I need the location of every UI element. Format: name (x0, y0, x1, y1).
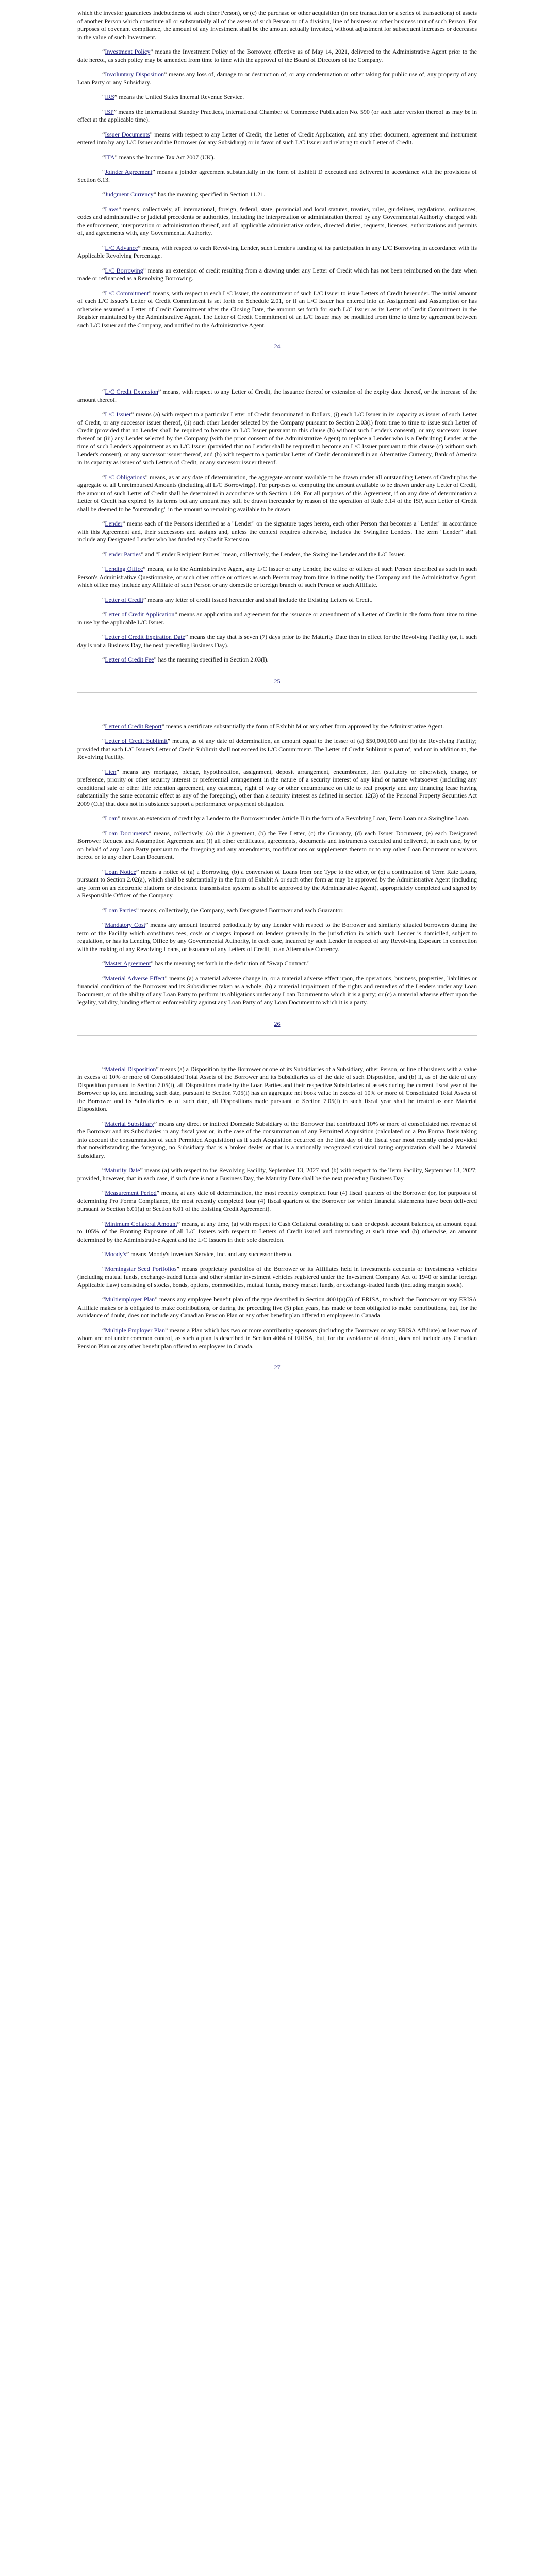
open-quote: “ (102, 1296, 105, 1303)
close-quote: ” (153, 191, 156, 198)
defined-term: Laws (105, 205, 119, 213)
definition-text: means any amount incurred periodically by any Lender with respect to the Borrower and similarly situated borrowers during the term of the Facility which constitutes fees, costs or charges imposed on lenders generally in the jurisdiction in which such Lender is domiciled, subject to regulation, or has its Lending Office by any Governmental Authority, in each case, incurred by such Lender in respect of any Revolving Exposure in connection with the making of any Revolving Loans, or issuance of any Letters of Credit, in an Alternative Currency. (77, 921, 477, 953)
close-quote: ” (143, 596, 146, 603)
defined-term: Lending Office (105, 565, 143, 572)
open-quote: “ (102, 815, 105, 822)
defined-term: Loan (105, 815, 118, 822)
close-quote: ” (167, 737, 171, 744)
document-page (0, 714, 544, 1036)
open-quote: “ (102, 108, 105, 115)
open-quote: “ (102, 737, 105, 744)
document-page (0, 379, 544, 693)
defined-term: Issuer Documents (105, 130, 150, 138)
definition-paragraph (77, 154, 477, 162)
definition-text: means the International Standby Practices, International Chamber of Commerce Publication No. 590 (or such later version thereof as may be in effect at the applicable time). (77, 108, 477, 123)
page-body (77, 1056, 477, 1351)
definition-paragraph (77, 191, 477, 199)
definition-paragraph (77, 108, 477, 124)
definition-paragraph (77, 244, 477, 260)
definition-paragraph (77, 868, 477, 900)
document-page (0, 0, 544, 358)
close-quote: ” (164, 974, 168, 982)
defined-term: L/C Obligations (105, 473, 145, 481)
definition-text: which the investor guarantees Indebtedness of such other Person), or (c) the purchase or other acquisition (in one transaction or a series of transactions) of assets of another Person which constitute all or substantially all of the assets of such Person or of a division, line of business or other business unit of such Person. For purposes of covenant compliance, the amount of any Investment shall be the amount actually invested, without adjustment for subsequent increases or decreases in the value of such Investment. (77, 9, 477, 41)
page-body (77, 379, 477, 664)
close-quote: ” (161, 722, 164, 730)
close-quote: ” (176, 1265, 179, 1273)
open-quote: “ (102, 130, 105, 138)
close-quote: ” (145, 921, 149, 928)
definition-text: means a Plan which has two or more contributing sponsors (including the Borrower or any ERISA Affiliate) at least two of whom are not under common control, as such a plan is described in Section 4064 of ERISA, but, for the avoidance of doubt, does not include any Canadian Pension Plan or any other benefit plan offered to employees in Canada. (77, 1326, 477, 1350)
close-quote: ” (164, 71, 167, 78)
close-quote: ” (138, 244, 141, 251)
close-quote: ” (152, 168, 155, 175)
close-quote: ” (151, 960, 154, 967)
open-quote: “ (102, 960, 105, 967)
definition-paragraph (77, 737, 477, 761)
close-quote: ” (143, 266, 146, 274)
defined-term: IRS (105, 93, 115, 100)
definition-text: means a notice of (a) a Borrowing, (b) a conversion of Loans from one Type to the other, or (c) a continuation of Term Rate Loans, pursuant to Section 2.02(a), which shall be substantially in the form of Exhibit A or such other form as may be approved by the Administrative Agent (including any form on an electronic platform or electronic transmission system as shall be approved by the Administrative Agent), appropriately completed and signed by a Responsible Officer of the Company. (77, 868, 477, 899)
open-quote: “ (102, 48, 105, 55)
open-quote: “ (102, 520, 105, 527)
defined-term: Joinder Agreement (105, 168, 153, 175)
definition-paragraph (77, 656, 477, 664)
defined-term: ITA (105, 153, 115, 161)
definition-paragraph (77, 723, 477, 731)
defined-term: L/C Borrowing (105, 266, 143, 274)
open-quote: “ (102, 388, 105, 395)
definition-paragraph (77, 907, 477, 915)
definition-paragraph (77, 975, 477, 1007)
open-quote: “ (102, 974, 105, 982)
close-quote: ” (140, 1166, 143, 1174)
definition-paragraph (77, 206, 477, 238)
definition-paragraph (77, 411, 477, 467)
page-separator (77, 692, 477, 693)
close-quote: ” (122, 520, 125, 527)
open-quote: “ (102, 289, 105, 297)
defined-term: Loan Documents (105, 829, 149, 837)
close-quote: ” (164, 1326, 168, 1334)
open-quote: “ (102, 921, 105, 928)
definition-paragraph (77, 1250, 477, 1259)
close-quote: ” (158, 388, 161, 395)
definition-text: means the United States Internal Revenue Service. (117, 93, 244, 100)
definition-paragraph (77, 48, 477, 64)
definition-paragraph (77, 1065, 477, 1113)
open-quote: “ (102, 1265, 105, 1273)
definition-text: means (a) with respect to the Revolving Facility, September 13, 2027 and (b) with respect to the Term Facility, September 13, 2027; provided, however, that in each case, if such date is not a Business Day, the Maturity Date shall be the next preceding Business Day. (77, 1166, 477, 1182)
open-quote: “ (102, 473, 105, 481)
definition-paragraph (77, 168, 477, 184)
defined-term: Investment Policy (105, 48, 151, 55)
definition-text: means an extension of credit by a Lender to the Borrower under Article II in the form of a Revolving Loan, Term Loan or a Swingline Loan. (120, 815, 470, 822)
defined-term: Minimum Collateral Amount (105, 1219, 177, 1227)
definition-paragraph (77, 93, 477, 101)
close-quote: ” (154, 1120, 157, 1127)
document-page (0, 1056, 544, 1380)
definition-text: means the day that is seven (7) days prior to the Maturity Date then in effect for the Revolving Facility (or, if such day is not a Business Day, the next preceding Business Day). (77, 633, 477, 649)
close-quote: ” (150, 48, 153, 55)
defined-term: Letter of Credit Report (105, 722, 162, 730)
open-quote: “ (102, 93, 105, 100)
definition-paragraph (77, 815, 477, 823)
defined-term: Multiemployer Plan (105, 1296, 155, 1303)
open-quote: “ (102, 1166, 105, 1174)
defined-term: Morningstar Seed Portfolios (105, 1265, 177, 1273)
open-quote: “ (102, 596, 105, 603)
open-quote: “ (102, 1189, 105, 1196)
page-body (77, 0, 477, 329)
definition-text: means, with respect to each Revolving Lender, such Lender's funding of its participation in any L/C Borrowing in accordance with its Applicable Revolving Percentage. (77, 244, 477, 259)
definition-paragraph (77, 551, 477, 559)
definition-text: means any employee benefit plan of the type described in Section 4001(a)(3) of ERISA, to which the Borrower or any ERISA Affiliate makes or is obligated to make contributions, or during the preceding five (5) plan years, has made or been obligated to make contributions, but, for the avoidance of doubt, does not include any Canadian Pension Plan or any other benefit plan offered to employees in Canada. (77, 1296, 477, 1319)
defined-term: Letter of Credit Application (105, 611, 175, 618)
definition-text: means, collectively, (a) this Agreement, (b) the Fee Letter, (c) the Guaranty, (d) each Issuer Document, (e) each Designated Borrower Request and Assumption Agreement and (f) all other certificates, agreements, documents and instruments executed and delivered, in each case, by or on behalf of any Loan Party pursuant to the foregoing and any amendments, modifications or supplements thereto or to any other Loan Document or waivers hereof or to any other Loan Document. (77, 829, 477, 860)
definition-paragraph (77, 1265, 477, 1290)
defined-term: Lender Parties (105, 550, 141, 558)
open-quote: “ (102, 722, 105, 730)
defined-term: Letter of Credit Sublimit (105, 737, 168, 744)
page-number: 27 (274, 1364, 281, 1371)
definition-text: means a joinder agreement substantially in the form of Exhibit D executed and delivered in accordance with the provisions of Section 6.13. (77, 168, 477, 183)
definition-text: means the Income Tax Act 2007 (UK). (117, 153, 215, 161)
defined-term: Loan Notice (105, 868, 136, 875)
definition-paragraph (77, 1189, 477, 1213)
definition-text: means, as to the Administrative Agent, any L/C Issuer or any Lender, the office or offices of such Person described as such in such Person's Administrative Questionnaire, or such other office or offices as such Person may from time to time notify the Company and the Administrative Agent; which office may include any Affiliate of such Person or any domestic or foreign branch of such Person or such Affiliate. (77, 565, 477, 588)
open-quote: “ (102, 906, 105, 914)
continuation-paragraph (77, 9, 477, 41)
definition-text: means an extension of credit resulting from a drawing under any Letter of Credit which has not been reimbursed on the date when made or refinanced as a Revolving Borrowing. (77, 266, 477, 282)
close-quote: ” (149, 289, 152, 297)
defined-term: Letter of Credit (105, 596, 143, 603)
definition-paragraph (77, 131, 477, 147)
close-quote: ” (117, 815, 121, 822)
open-quote: “ (102, 565, 105, 572)
definition-text: means any mortgage, pledge, hypothecation, assignment, deposit arrangement, encumbrance, lien (statutory or otherwise), charge, or preference, priority or other security interest or preferential arrangement in the nature of a security interest of any kind or nature whatsoever (including any conditional sale or other title retention agreement, any easement, right of way or other encumbrance on title to real property and any financing lease having substantially the same economic effect as any of the foregoing), other than a security interest as defined in section 12(3) of the Personal Property Securities Act 2009 (Cth) that does not in substance support a performance or payment obligation. (77, 768, 477, 807)
open-quote: “ (102, 768, 105, 775)
definition-text: means a certificate substantially the form of Exhibit M or any other form approved by the Administrative Agent. (164, 722, 444, 730)
close-quote: ” (156, 1189, 159, 1196)
definition-text: means each of the Persons identified as a "Lender" on the signature pages hereto, each other Person that becomes a "Lender" in accordance with this Agreement and, their successors and assigns and, unless the context requires otherwise, includes the Swingline Lenders. The term "Lender" shall include any Designated Lender who has funded any Credit Extension. (77, 520, 477, 543)
defined-term: Lien (105, 768, 117, 775)
definition-text: means, with respect to each L/C Issuer, the commitment of such L/C Issuer to issue Letters of Credit hereunder. The initial amount of each L/C Issuer's Letter of Credit Commitment is set forth on Schedule 2.01, or if an L/C Issuer has entered into an Assignment and Assumption or has otherwise assumed a Letter of Credit Commitment after the Closing Date, the amount set forth for such L/C Issuer as its Letter of Credit Commitment in the Register maintained by the Administrative Agent. The Letter of Credit Commitment of an L/C Issuer may be modified from time to time by agreement between such L/C Issuer and the Company, and notified to the Administrative Agent. (77, 289, 477, 329)
definition-text: means (a) a material adverse change in, or a material adverse effect upon, the operations, business, properties, liabilities or financial condition of the Borrower and its Subsidiaries taken as a whole; (b) a material impairment of the rights and remedies of the Lenders under any Loan Document, or of the ability of any Loan Party to perform its obligations under any Loan Document to which it is a party; or (c) a material adverse effect upon the legality, validity, binding effect or enforceability against any Loan Party of any Loan Document to which it is a party. (77, 974, 477, 1006)
defined-term: Material Subsidiary (105, 1120, 154, 1127)
open-quote: “ (102, 1065, 105, 1073)
defined-term: Material Adverse Effect (105, 974, 165, 982)
open-quote: “ (102, 205, 105, 213)
defined-term: Letter of Credit Expiration Date (105, 633, 185, 640)
defined-term: Moody's (105, 1250, 126, 1258)
definition-paragraph (77, 596, 477, 604)
definition-text: means, collectively, all international, foreign, federal, state, provincial and local statutes, treaties, rules, guidelines, regulations, ordinances, codes and administrative or judicial precedents or authorities, including the interpretation or administration thereof by any Governmental Authority charged with the enforcement, interpretation or administration thereof, and all applicable administrative orders, directed duties, requests, licenses, authorizations and permits of, and agreements with, any Governmental Authority. (77, 205, 477, 236)
definition-text: means any letter of credit issued hereunder and shall include the Existing Letters of Credit. (146, 596, 373, 603)
definition-paragraph (77, 71, 477, 87)
open-quote: “ (102, 71, 105, 78)
definition-text: means (a) a Disposition by the Borrower or one of its Subsidiaries of a Subsidiary, other Person, or line of business with a value in excess of 10% or more of Consolidated Total Assets of the Borrower and its Subsidiaries as of the date of such Disposition, and (b) if, as of the date of any Disposition pursuant to Section 7.05(i), all Dispositions made by the Loan Parties and their respective Subsidiaries of assets during the current fiscal year of the Borrower up to, and including, such date, pursuant to Section 7.05(i) has an aggregate net book value in excess of 10% or more of Consolidated Total Assets of the Borrower and its Subsidiaries as of such date, all Dispositions made pursuant to Section 7.05(i) in such fiscal year shall be treated as one Material Disposition. (77, 1065, 477, 1112)
close-quote: ” (118, 205, 121, 213)
defined-term: L/C Advance (105, 244, 138, 251)
open-quote: “ (102, 244, 105, 251)
definition-text: means an application and agreement for the issuance or amendment of a Letter of Credit in the form from time to time in use by the applicable L/C Issuer. (77, 611, 477, 626)
close-quote: ” (148, 829, 151, 837)
close-quote: ” (143, 565, 146, 572)
defined-term: L/C Issuer (105, 411, 131, 418)
definition-text: means, at any date of determination, the most recently completed four (4) fiscal quarters of the Borrower (or, for purposes of determining Pro Forma Compliance, the most recently completed four (4) fiscal quarters of the Borrower for which financial statements have been delivered pursuant to Section 6.01(a) or Section 6.01 of the Existing Credit Agreement). (77, 1189, 477, 1212)
defined-term: Letter of Credit Fee (105, 656, 154, 663)
definition-text: has the meaning specified in Section 2.03(l). (156, 656, 269, 663)
open-quote: “ (102, 1219, 105, 1227)
close-quote: ” (136, 906, 139, 914)
definition-text: means, with respect to any Letter of Credit, the issuance thereof or extension of the expiry date thereof, or the increase of the amount thereof. (77, 388, 477, 403)
definition-paragraph (77, 921, 477, 953)
defined-term: Material Disposition (105, 1065, 156, 1073)
close-quote: ” (131, 411, 134, 418)
close-quote: ” (145, 473, 148, 481)
defined-term: Involuntary Disposition (105, 71, 164, 78)
defined-term: L/C Commitment (105, 289, 149, 297)
close-quote: ” (136, 868, 139, 875)
definition-paragraph (77, 1220, 477, 1244)
close-quote: ” (113, 108, 117, 115)
definition-text: means, as at any date of determination, the aggregate amount available to be drawn under all outstanding Letters of Credit plus the aggregate of all Unreimbursed Amounts (including all L/C Borrowings). For purposes of computing the amount available to be drawn under any Letter of Credit, the amount of such Letter of Credit shall be determined in accordance with Section 1.09. For all purposes of this Agreement, if on any date of determination a Letter of Credit has expired by its terms but any amount may still be drawn thereunder by reason of the operation of Rule 3.14 of the ISP, such Letter of Credit shall be deemed to be "outstanding" in the amount so remaining available to be drawn. (77, 473, 477, 513)
defined-term: ISP (105, 108, 114, 115)
definition-paragraph (77, 633, 477, 649)
open-quote: “ (102, 191, 105, 198)
definition-text: has the meaning set forth in the definition of "Swap Contract." (153, 960, 310, 967)
definition-paragraph (77, 1120, 477, 1160)
defined-term: Loan Parties (105, 906, 136, 914)
definition-paragraph (77, 267, 477, 283)
page-number: 24 (274, 343, 281, 350)
open-quote: “ (102, 550, 105, 558)
defined-term: L/C Credit Extension (105, 388, 158, 395)
close-quote: ” (156, 1065, 159, 1073)
definition-paragraph (77, 1327, 477, 1351)
page-number: 26 (274, 1020, 281, 1027)
definition-text: means, collectively, the Company, each Designated Borrower and each Guarantor. (138, 906, 344, 914)
open-quote: “ (102, 656, 105, 663)
open-quote: “ (102, 1120, 105, 1127)
definition-paragraph (77, 960, 477, 968)
definition-paragraph (77, 473, 477, 514)
page-separator (77, 1035, 477, 1036)
close-quote: ” (150, 130, 153, 138)
close-quote: ” (114, 93, 118, 100)
defined-term: Maturity Date (105, 1166, 140, 1174)
open-quote: “ (102, 611, 105, 618)
definition-paragraph (77, 768, 477, 808)
open-quote: “ (102, 266, 105, 274)
definition-paragraph (77, 829, 477, 861)
definition-text: and "Lender Recipient Parties" mean, collectively, the Lenders, the Swingline Lender and the L/C Issuer. (143, 550, 405, 558)
open-quote: “ (102, 1250, 105, 1258)
definition-text: means any direct or indirect Domestic Subsidiary of the Borrower that contributed 10% or more of consolidated net revenue of the Borrower and its Subsidiaries in any fiscal year or, in the case of the consummation of any Permitted Acquisition (calculated on a Pro Forma Basis taking into account the consummation of such Permitted Acquisition) as if such Acquisition occurred on the first day of the fiscal year most recently ended provided that notwithstanding the foregoing, no Subsidiary that is a broker dealer or that is a nationally recognized statistical rating organization shall be a Material Subsidiary. (77, 1120, 477, 1159)
defined-term: Lender (105, 520, 123, 527)
close-quote: ” (114, 153, 118, 161)
definition-paragraph (77, 611, 477, 626)
definition-paragraph (77, 565, 477, 589)
definition-paragraph (77, 388, 477, 404)
page-body (77, 714, 477, 1007)
defined-term: Measurement Period (105, 1189, 157, 1196)
definition-text: means the Investment Policy of the Borrower, effective as of May 14, 2021, delivered to the Administrative Agent prior to the date hereof, as such policy may be amended from time to time with the approval of the Board of Directors of the Company. (77, 48, 477, 63)
open-quote: “ (102, 168, 105, 175)
open-quote: “ (102, 829, 105, 837)
definition-paragraph (77, 1166, 477, 1182)
close-quote: ” (185, 633, 188, 640)
definition-text: means any loss of, damage to or destruction of, or any condemnation or other taking for public use of, any property of any Loan Party or any Subsidiary. (77, 71, 477, 86)
defined-term: Mandatory Cost (105, 921, 145, 928)
definition-paragraph (77, 520, 477, 544)
close-quote: ” (140, 550, 144, 558)
close-quote: ” (116, 768, 119, 775)
close-quote: ” (154, 656, 157, 663)
open-quote: “ (102, 633, 105, 640)
close-quote: ” (126, 1250, 129, 1258)
definition-text: has the meaning specified in Section 11.21. (156, 191, 266, 198)
definition-paragraph (77, 290, 477, 330)
open-quote: “ (102, 153, 105, 161)
close-quote: ” (155, 1296, 158, 1303)
definition-text: means, at any time, (a) with respect to Cash Collateral consisting of cash or deposit account balances, an amount equal to 105% of the Fronting Exposure of all L/C Issuers with respect to Letters of Credit issued and outstanding at such time and (b) otherwise, an amount determined by the Administrative Agent and the L/C Issuers in their sole discretion. (77, 1219, 477, 1243)
open-quote: “ (102, 868, 105, 875)
defined-term: Judgment Currency (105, 191, 154, 198)
definition-text: means, as of any date of determination, an amount equal to the lesser of (a) $50,000,000 and (b) the Revolving Facility; provided that each L/C Issuer's Letter of Credit Sublimit shall not exceed its L/C Commitment. The Letter of Credit Sublimit is part of, and not in addition to, the Revolving Facility. (77, 737, 477, 760)
definition-paragraph (77, 1296, 477, 1320)
definition-text: means (a) with respect to a particular Letter of Credit denominated in Dollars, (i) each L/C Issuer in its capacity as issuer of such Letter of Credit, or any successor issuer thereof, (ii) such other Lender selected by the Company pursuant to Section 2.03(i) from time to time to issue such Letter of Credit (provided that no Lender shall be required to become an L/C Issuer pursuant to this clause (b) without such Lender's consent), or any successor issuer thereof or (iii) any Lender selected by the Company (with the prior consent of the Administrative Agent) to replace a Lender who is a Defaulting Lender at the time of such Lender's appointment as an L/C Issuer (provided that no Lender shall be required to become an L/C Issuer pursuant to this clause (c) without such Lender's consent), or any successor issuer thereof, and (b) with respect to a particular Letter of Credit denominated in an Alternative Currency, Bank of America in its capacity as issuer of such Letters of Credit, or any successor issuer thereof. (77, 411, 477, 466)
definition-text: means Moody's Investors Service, Inc. and any successor thereto. (129, 1250, 293, 1258)
close-quote: ” (174, 611, 177, 618)
open-quote: “ (102, 1326, 105, 1334)
definition-text: means proprietary portfolios of the Borrower or its Affiliates held in investments accounts or investments vehicles (including mutual funds, exchange-traded funds and other similar investment vehicles registered under the Investment Company Act of 1940 or similar foreign Applicable Law) consisting of stocks, bonds, options, commodities, mutual funds, money market funds, or exchange-traded funds (including margin stock). (77, 1265, 477, 1289)
open-quote: “ (102, 411, 105, 418)
definition-text: means with respect to any Letter of Credit, the Letter of Credit Application, and any other document, agreement and instrument entered into by any L/C Issuer and the Borrower (or any Subsidiary) or in favor of such L/C Issuer and relating to such Letter of Credit. (77, 130, 477, 146)
defined-term: Multiple Employer Plan (105, 1326, 165, 1334)
page-number: 25 (274, 677, 281, 685)
defined-term: Master Agreement (105, 960, 151, 967)
close-quote: ” (177, 1219, 180, 1227)
